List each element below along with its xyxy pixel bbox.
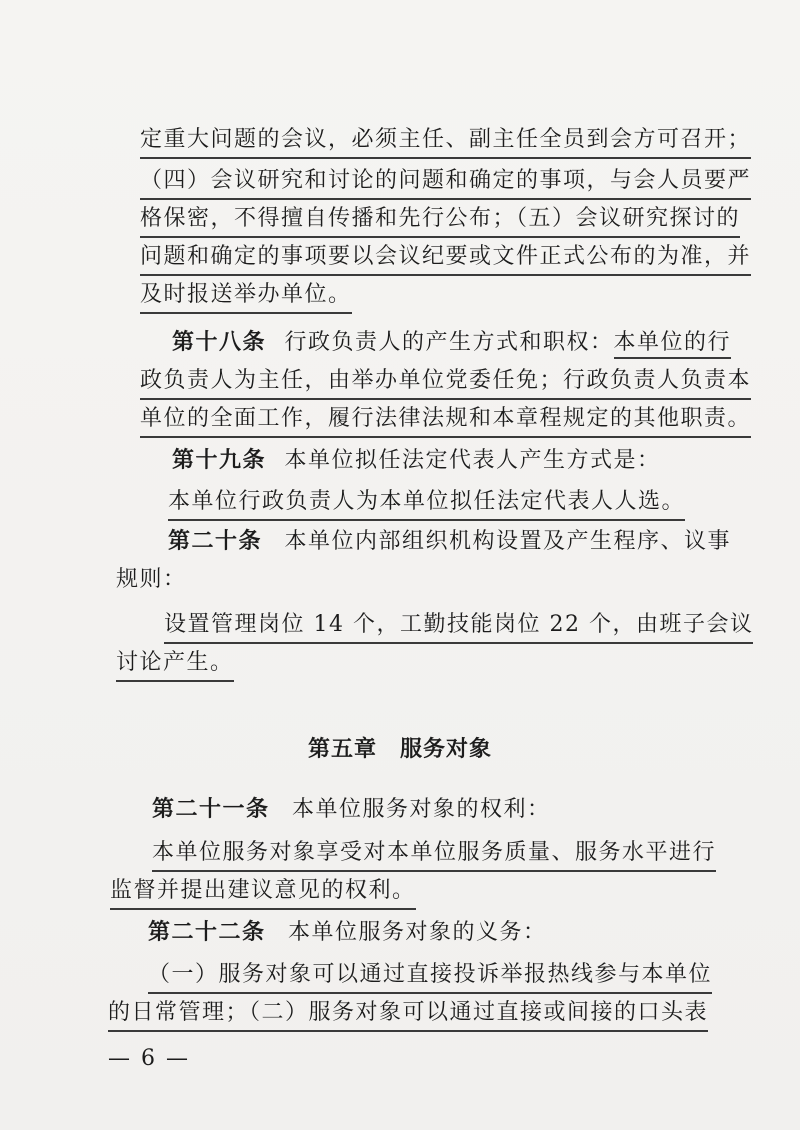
article-18-heading: 行政负责人的产生方式和职权： xyxy=(284,330,614,355)
article-18-title: 第十八条 xyxy=(172,330,267,355)
article-19-title: 第十九条 xyxy=(172,448,267,473)
article-19-line-2: 本单位行政负责人为本单位拟任法定代表人人选。 xyxy=(168,487,685,521)
article-21-line-3: 监督并提出建议意见的权利。 xyxy=(110,876,416,910)
article-18-text: 本单位的行 xyxy=(614,330,732,359)
article-21-heading: 本单位服务对象的权利： xyxy=(292,797,551,822)
article-21-line xyxy=(152,795,551,825)
article-21-title: 第二十一条 xyxy=(152,797,270,822)
article-20-line-2: 规则： xyxy=(116,567,187,592)
article-19-line xyxy=(172,446,661,476)
paragraph-line: 格保密，不得擅自传播和先行公布；（五）会议研究探讨的 xyxy=(140,204,740,238)
article-22-heading: 本单位服务对象的义务： xyxy=(288,920,547,945)
paragraph-line: 问题和确定的事项要以会议纪要或文件正式公布的为准，并 xyxy=(140,242,751,276)
article-22-title: 第二十二条 xyxy=(148,920,266,945)
article-20-title: 第二十条 xyxy=(168,529,263,554)
article-20-heading: 本单位内部组织机构设置及产生程序、议事 xyxy=(284,529,732,554)
paragraph-line: （四）会议研究和讨论的问题和确定的事项，与会人员要严 xyxy=(140,166,751,200)
chapter-heading: 第五章 服务对象 xyxy=(307,737,492,762)
article-21-line-2: 本单位服务对象享受对本单位服务质量、服务水平进行 xyxy=(152,838,716,872)
article-22-line xyxy=(148,918,547,948)
article-19-heading: 本单位拟任法定代表人产生方式是： xyxy=(284,448,661,473)
paragraph-line: 定重大问题的会议，必须主任、副主任全员到会方可召开； xyxy=(140,125,751,159)
article-22-line-2: （一）服务对象可以通过直接投诉举报热线参与本单位 xyxy=(148,960,712,994)
article-18-line-3: 单位的全面工作，履行法律法规和本章程规定的其他职责。 xyxy=(140,404,751,438)
article-18-line xyxy=(172,328,731,358)
article-20-line xyxy=(168,527,731,557)
article-18-line-2: 政负责人为主任，由举办单位党委任免；行政负责人负责本 xyxy=(140,366,751,400)
article-20-line-3: 设置管理岗位 14 个，工勤技能岗位 22 个，由班子会议 xyxy=(164,610,753,644)
article-22-line-3: 的日常管理；（二）服务对象可以通过直接或间接的口头表 xyxy=(108,998,708,1032)
page-number: — 6 — xyxy=(108,1046,190,1071)
paragraph-line: 及时报送举办单位。 xyxy=(140,280,352,314)
article-20-line-4: 讨论产生。 xyxy=(116,648,234,682)
